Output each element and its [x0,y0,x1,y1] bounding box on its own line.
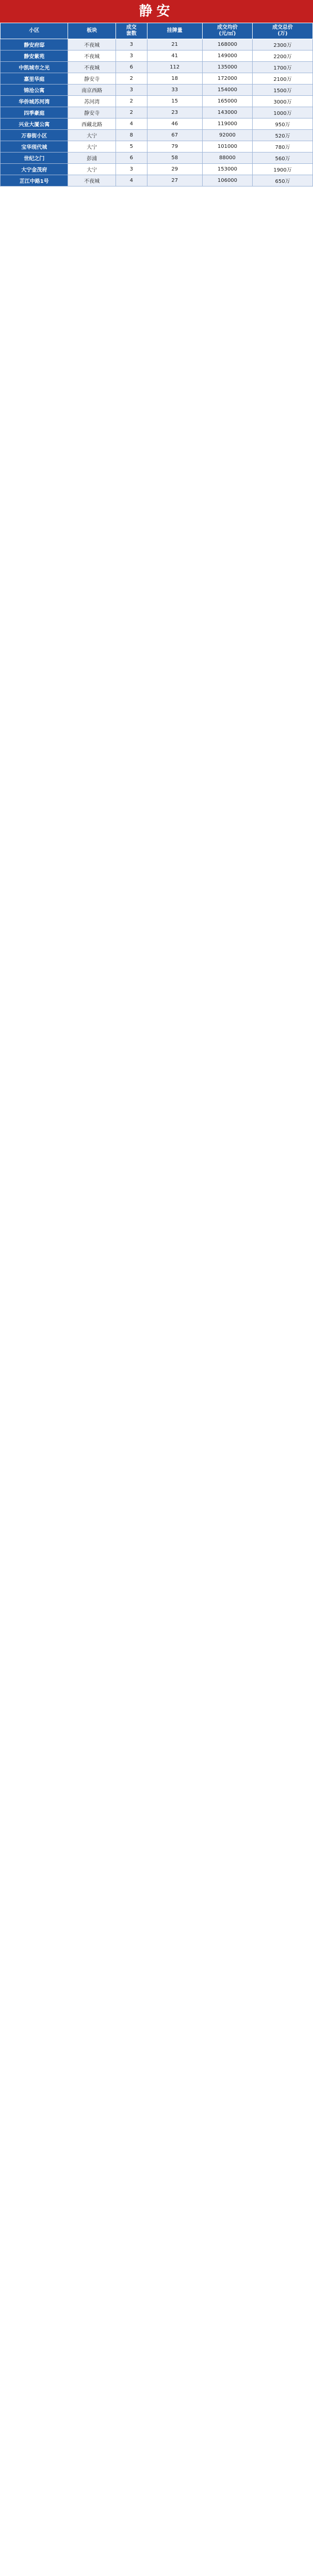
area-cell: 不夜城 [68,175,116,187]
total-price-cell: 2300万 [253,39,313,50]
total-price-cell: 520万 [253,130,313,141]
listings-cell: 21 [147,39,202,50]
header-avg-price: 成交均价 (元/㎡) [202,23,252,39]
area-cell: 大宁 [68,164,116,175]
total-price-cell: 650万 [253,175,313,187]
table-row [1,39,313,50]
area-cell: 不夜城 [68,50,116,62]
area-cell: 不夜城 [68,62,116,73]
table-header-row [1,23,313,39]
avg-price-cell: 135000 [202,62,252,73]
avg-price-cell: 119000 [202,118,252,130]
table-row [1,118,313,130]
table-row [1,152,313,164]
community-cell: 华侨城苏河湾 [1,96,68,107]
community-cell: 世纪之门 [1,152,68,164]
deal-count-cell: 3 [116,50,147,62]
transaction-table [0,23,313,187]
total-price-cell: 2100万 [253,73,313,84]
listings-cell: 46 [147,118,202,130]
deal-count-cell: 4 [116,118,147,130]
deal-count-cell: 3 [116,84,147,96]
total-price-cell: 2200万 [253,50,313,62]
listings-cell: 15 [147,96,202,107]
listings-cell: 112 [147,62,202,73]
avg-price-cell: 149000 [202,50,252,62]
community-cell: 万春街小区 [1,130,68,141]
deal-count-cell: 3 [116,164,147,175]
community-cell: 静安紫苑 [1,50,68,62]
deal-count-cell: 5 [116,141,147,152]
area-cell: 苏河湾 [68,96,116,107]
avg-price-cell: 101000 [202,141,252,152]
listings-cell: 29 [147,164,202,175]
deal-count-cell: 2 [116,96,147,107]
table-row [1,141,313,152]
table-row [1,50,313,62]
community-cell: 四季豪庭 [1,107,68,118]
area-cell: 大宁 [68,130,116,141]
avg-price-cell: 153000 [202,164,252,175]
table-row [1,62,313,73]
listings-cell: 23 [147,107,202,118]
area-cell: 大宁 [68,141,116,152]
avg-price-cell: 165000 [202,96,252,107]
table-row [1,96,313,107]
total-price-cell: 780万 [253,141,313,152]
community-cell: 中凯城市之光 [1,62,68,73]
total-price-cell: 1500万 [253,84,313,96]
header-deal-count: 成交 套数 [116,23,147,39]
deal-count-cell: 6 [116,152,147,164]
community-cell: 兴业大厦公寓 [1,118,68,130]
avg-price-cell: 172000 [202,73,252,84]
header-total-price: 成交总价 (万) [253,23,313,39]
table-row [1,130,313,141]
avg-price-cell: 168000 [202,39,252,50]
avg-price-cell: 106000 [202,175,252,187]
area-cell: 彭浦 [68,152,116,164]
community-cell: 嘉里华庭 [1,73,68,84]
listings-cell: 58 [147,152,202,164]
area-cell: 西藏北路 [68,118,116,130]
area-cell: 南京西路 [68,84,116,96]
deal-count-cell: 4 [116,175,147,187]
deal-count-cell: 6 [116,62,147,73]
listings-cell: 33 [147,84,202,96]
district-title: 静安 [0,0,313,23]
deal-count-cell: 3 [116,39,147,50]
listings-cell: 18 [147,73,202,84]
total-price-cell: 1000万 [253,107,313,118]
community-cell: 锦沧公寓 [1,84,68,96]
community-cell: 宝华现代城 [1,141,68,152]
table-row [1,73,313,84]
total-price-cell: 950万 [253,118,313,130]
table-row [1,175,313,187]
table-body [1,39,313,187]
table-row [1,84,313,96]
table-row [1,164,313,175]
table-row [1,107,313,118]
avg-price-cell: 143000 [202,107,252,118]
community-cell: 大宁金茂府 [1,164,68,175]
total-price-cell: 560万 [253,152,313,164]
avg-price-cell: 88000 [202,152,252,164]
total-price-cell: 3000万 [253,96,313,107]
avg-price-cell: 154000 [202,84,252,96]
area-cell: 不夜城 [68,39,116,50]
header-area: 板块 [68,23,116,39]
header-listings: 挂牌量 [147,23,202,39]
header-community: 小区 [1,23,68,39]
community-cell: 芷江中路1号 [1,175,68,187]
area-cell: 静安寺 [68,73,116,84]
listings-cell: 79 [147,141,202,152]
deal-count-cell: 2 [116,107,147,118]
avg-price-cell: 92000 [202,130,252,141]
listings-cell: 41 [147,50,202,62]
community-cell: 静安府邸 [1,39,68,50]
total-price-cell: 1700万 [253,62,313,73]
deal-count-cell: 8 [116,130,147,141]
listings-cell: 67 [147,130,202,141]
total-price-cell: 1900万 [253,164,313,175]
area-cell: 静安寺 [68,107,116,118]
listings-cell: 27 [147,175,202,187]
deal-count-cell: 2 [116,73,147,84]
